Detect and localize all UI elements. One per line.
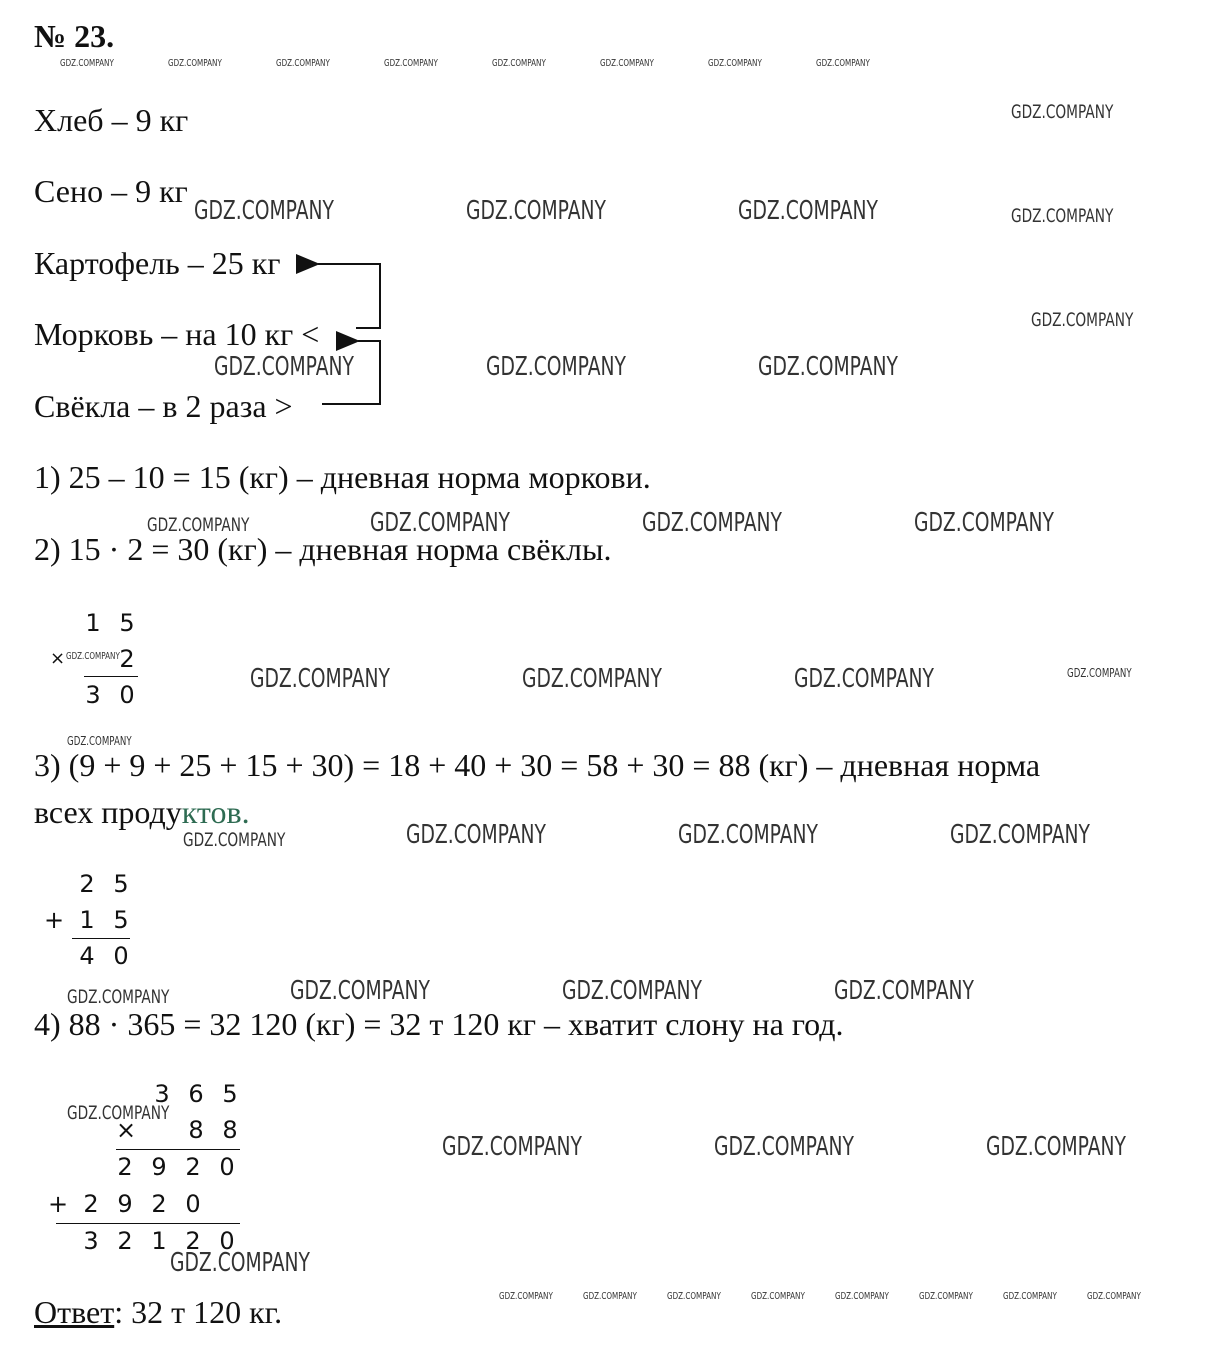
- watermark: GDZ.COMPANY: [1011, 101, 1114, 123]
- watermark: GDZ.COMPANY: [168, 58, 222, 69]
- watermark: GDZ.COMPANY: [600, 58, 654, 69]
- watermark: GDZ.COMPANY: [466, 196, 606, 226]
- watermark: GDZ.COMPANY: [751, 1291, 805, 1302]
- add-operator: +: [44, 906, 65, 934]
- watermark: GDZ.COMPANY: [794, 664, 934, 694]
- mult2-rule-2: [56, 1223, 240, 1224]
- watermark: GDZ.COMPANY: [147, 514, 250, 536]
- watermark: GDZ.COMPANY: [714, 1132, 854, 1162]
- mult1-operator: ×: [50, 648, 66, 669]
- watermark: GDZ.COMPANY: [642, 508, 782, 538]
- answer-value: : 32 т 120 кг.: [114, 1294, 283, 1330]
- given-hay: Сено – 9 кг: [34, 173, 188, 209]
- mult2-operand-a: 3 6 5: [154, 1080, 238, 1108]
- watermark: GDZ.COMPANY: [442, 1132, 582, 1162]
- watermark: GDZ.COMPANY: [67, 986, 170, 1008]
- given-bread: Хлеб – 9 кг: [34, 102, 189, 138]
- mult1-operand-b: 2: [119, 645, 135, 673]
- watermark: GDZ.COMPANY: [678, 820, 818, 850]
- watermark: GDZ.COMPANY: [919, 1291, 973, 1302]
- answer: [34, 1294, 282, 1330]
- step-1: 1) 25 – 10 = 15 (кг) – дневная норма моркови.: [34, 459, 651, 495]
- watermark: GDZ.COMPANY: [276, 58, 330, 69]
- watermark: GDZ.COMPANY: [492, 58, 546, 69]
- mult2-operand-b: 8 8: [188, 1116, 238, 1144]
- watermark: GDZ.COMPANY: [950, 820, 1090, 850]
- watermark: GDZ.COMPANY: [562, 976, 702, 1006]
- add-result: 4 0: [79, 942, 129, 970]
- step-3: 3) (9 + 9 + 25 + 15 + 30) = 18 + 40 + 30 = 58 + 30 = 88 (кг) – дневная норма: [34, 747, 1041, 783]
- watermark: GDZ.COMPANY: [758, 352, 898, 382]
- watermark: GDZ.COMPANY: [499, 1291, 553, 1302]
- watermark: GDZ.COMPANY: [486, 352, 626, 382]
- given-carrot: Морковь – на 10 кг <: [34, 316, 320, 352]
- step-4: 4) 88 · 365 = 32 120 (кг) = 32 т 120 кг – хватит слону на год.: [34, 1006, 844, 1042]
- watermark: GDZ.COMPANY: [66, 651, 120, 662]
- watermark: GDZ.COMPANY: [1067, 666, 1132, 680]
- mult2-plus: +: [48, 1190, 69, 1218]
- add-rule: [72, 938, 130, 939]
- watermark: GDZ.COMPANY: [522, 664, 662, 694]
- watermark: GDZ.COMPANY: [667, 1291, 721, 1302]
- problem-number: № 23.: [34, 18, 115, 54]
- mult2-operator: ×: [116, 1116, 137, 1144]
- mult2-result: 3 2 1 2 0: [83, 1227, 235, 1255]
- arrow-carrot-to-potato: [318, 264, 380, 328]
- watermark: GDZ.COMPANY: [986, 1132, 1126, 1162]
- step-2: 2) 15 · 2 = 30 (кг) – дневная норма свёклы.: [34, 531, 612, 567]
- mult2-partial-2: 2 9 2 0: [83, 1190, 201, 1218]
- watermark: GDZ.COMPANY: [214, 352, 354, 382]
- watermark: GDZ.COMPANY: [183, 829, 286, 851]
- add-operand-a: 2 5: [79, 870, 129, 898]
- watermark: GDZ.COMPANY: [290, 976, 430, 1006]
- watermark: GDZ.COMPANY: [406, 820, 546, 850]
- watermark: GDZ.COMPANY: [914, 508, 1054, 538]
- watermark: GDZ.COMPANY: [384, 58, 438, 69]
- mult1-result: 3 0: [85, 681, 135, 709]
- watermark: GDZ.COMPANY: [194, 196, 334, 226]
- watermark: GDZ.COMPANY: [67, 734, 132, 748]
- step-3-continuation: всех продуктов.: [34, 794, 250, 830]
- mult1-rule: [84, 676, 138, 677]
- answer-label: Ответ: [34, 1294, 115, 1330]
- watermark: GDZ.COMPANY: [250, 664, 390, 694]
- watermark: GDZ.COMPANY: [738, 196, 878, 226]
- watermark: GDZ.COMPANY: [1031, 309, 1134, 331]
- watermark: GDZ.COMPANY: [1011, 205, 1114, 227]
- watermark: GDZ.COMPANY: [1087, 1291, 1141, 1302]
- mult2-rule-1: [116, 1149, 240, 1150]
- add-operand-b: 1 5: [79, 906, 129, 934]
- watermark: GDZ.COMPANY: [835, 1291, 889, 1302]
- watermark: GDZ.COMPANY: [816, 58, 870, 69]
- watermark: GDZ.COMPANY: [60, 58, 114, 69]
- watermark: GDZ.COMPANY: [583, 1291, 637, 1302]
- watermark: GDZ.COMPANY: [708, 58, 762, 69]
- given-beet: Свёкла – в 2 раза >: [34, 388, 293, 424]
- mult2-partial-1: 2 9 2 0: [117, 1153, 235, 1181]
- watermark: GDZ.COMPANY: [370, 508, 510, 538]
- mult1-operand-a: 1 5: [85, 609, 135, 637]
- given-potato: Картофель – 25 кг: [34, 245, 281, 281]
- watermark: GDZ.COMPANY: [834, 976, 974, 1006]
- watermark: GDZ.COMPANY: [1003, 1291, 1057, 1302]
- watermark: GDZ.COMPANY: [67, 1102, 170, 1124]
- watermark: GDZ.COMPANY: [170, 1248, 310, 1278]
